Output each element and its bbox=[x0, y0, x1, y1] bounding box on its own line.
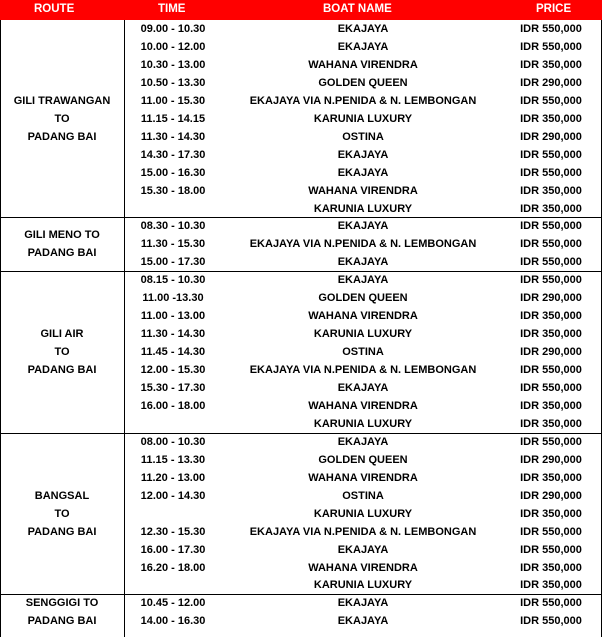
price-cell: IDR 550,000 bbox=[520, 23, 582, 35]
time-cell: 16.00 - 17.30 bbox=[140, 543, 206, 556]
table-row bbox=[0, 541, 602, 559]
price-cell: IDR 290,000 bbox=[520, 489, 582, 502]
boat-name-cell: EKAJAYA bbox=[337, 543, 389, 556]
table-row bbox=[0, 361, 602, 379]
boat-name-cell: WAHANA VIRENDRA bbox=[308, 184, 418, 197]
price-cell: IDR 350,000 bbox=[520, 58, 582, 71]
time-cell: 11.30 - 14.30 bbox=[140, 328, 206, 341]
time-cell: 15.00 - 16.30 bbox=[140, 166, 206, 179]
table-row bbox=[0, 235, 602, 253]
time-cell: 14.00 - 16.30 bbox=[140, 615, 206, 628]
boat-name-cell: WAHANA VIRENDRA bbox=[308, 310, 418, 323]
time-cell: 11.00 - 13.00 bbox=[140, 310, 206, 323]
boat-name-cell: EKAJAYA bbox=[337, 166, 389, 179]
table-row bbox=[0, 576, 602, 594]
time-cell: 10.30 - 13.00 bbox=[140, 58, 206, 71]
price-cell: IDR 550,000 bbox=[520, 435, 582, 448]
table-row bbox=[0, 253, 602, 271]
time-cell: 11.00 -13.30 bbox=[142, 292, 204, 305]
boat-name-cell: KARUNIA LUXURY bbox=[313, 202, 413, 215]
table-row bbox=[0, 182, 602, 200]
table-row bbox=[0, 559, 602, 577]
table-row bbox=[0, 200, 602, 218]
boat-name-cell: GOLDEN QUEEN bbox=[318, 76, 408, 89]
table-row bbox=[0, 146, 602, 164]
time-cell: 09.00 - 10.30 bbox=[140, 23, 206, 35]
price-cell: IDR 350,000 bbox=[520, 417, 582, 430]
route-line: BANGSAL bbox=[34, 489, 90, 502]
table-border bbox=[0, 20, 1, 637]
time-cell: 15.30 - 17.30 bbox=[140, 382, 206, 394]
route-line: SENGGIGI TO bbox=[25, 597, 99, 610]
route-line: GILI MENO TO bbox=[24, 229, 100, 242]
table-row bbox=[0, 164, 602, 182]
time-cell: 14.30 - 17.30 bbox=[140, 148, 206, 161]
boat-name-cell: EKAJAYA bbox=[337, 23, 389, 35]
route-line: PADANG BAI bbox=[27, 247, 97, 260]
price-cell: IDR 550,000 bbox=[520, 238, 582, 251]
time-cell: 12.00 - 14.30 bbox=[140, 489, 206, 502]
route-line: PADANG BAI bbox=[27, 130, 97, 143]
route-column-border bbox=[124, 20, 125, 637]
boat-name-cell: EKAJAYA bbox=[337, 435, 389, 448]
time-cell: 12.30 - 15.30 bbox=[140, 525, 206, 538]
price-cell: IDR 550,000 bbox=[520, 525, 582, 538]
time-cell: 10.00 - 12.00 bbox=[140, 40, 206, 53]
header-boat-name: BOAT NAME bbox=[323, 3, 392, 15]
boat-name-cell: EKAJAYA VIA N.PENIDA & N. LEMBONGAN bbox=[249, 238, 477, 251]
table-row bbox=[0, 523, 602, 541]
route-line: GILI AIR bbox=[40, 328, 84, 341]
header-price: PRICE bbox=[536, 3, 572, 15]
boat-name-cell: OSTINA bbox=[342, 489, 384, 502]
price-cell: IDR 350,000 bbox=[520, 202, 582, 215]
price-cell: IDR 290,000 bbox=[520, 453, 582, 466]
price-cell: IDR 350,000 bbox=[520, 561, 582, 574]
table-row bbox=[0, 505, 602, 523]
time-cell: 11.30 - 15.30 bbox=[140, 238, 206, 251]
price-cell: IDR 350,000 bbox=[520, 579, 582, 592]
time-cell: 15.00 - 17.30 bbox=[140, 256, 206, 269]
price-cell: IDR 550,000 bbox=[520, 382, 582, 394]
time-cell: 10.45 - 12.00 bbox=[140, 597, 206, 610]
boat-name-cell: GOLDEN QUEEN bbox=[318, 292, 408, 305]
table-row bbox=[0, 397, 602, 415]
price-cell: IDR 550,000 bbox=[520, 148, 582, 161]
table-row bbox=[0, 594, 602, 612]
table-row bbox=[0, 289, 602, 307]
route-line: TO bbox=[54, 507, 70, 520]
price-cell: IDR 350,000 bbox=[520, 471, 582, 484]
table-header bbox=[0, 0, 602, 20]
price-cell: IDR 350,000 bbox=[520, 184, 582, 197]
table-row bbox=[0, 38, 602, 56]
time-cell: 16.00 - 18.00 bbox=[140, 399, 206, 412]
table-row bbox=[0, 469, 602, 487]
boat-name-cell: EKAJAYA VIA N.PENIDA & N. LEMBONGAN bbox=[249, 525, 477, 538]
time-cell: 08.15 - 10.30 bbox=[140, 274, 206, 287]
table-row bbox=[0, 128, 602, 146]
table-row bbox=[0, 612, 602, 630]
table-row bbox=[0, 415, 602, 433]
boat-name-cell: OSTINA bbox=[342, 346, 384, 359]
route-line: PADANG BAI bbox=[27, 615, 97, 628]
price-cell: IDR 550,000 bbox=[520, 94, 582, 107]
table-row bbox=[0, 307, 602, 325]
boat-name-cell: KARUNIA LUXURY bbox=[313, 507, 413, 520]
time-cell: 11.45 - 14.30 bbox=[140, 346, 206, 359]
boat-name-cell: EKAJAYA bbox=[337, 220, 389, 233]
table-row bbox=[0, 487, 602, 505]
table-row bbox=[0, 379, 602, 397]
boat-name-cell: EKAJAYA bbox=[337, 382, 389, 394]
header-time: TIME bbox=[158, 3, 186, 15]
table-row bbox=[0, 451, 602, 469]
boat-name-cell: KARUNIA LUXURY bbox=[313, 417, 413, 430]
boat-name-cell: EKAJAYA VIA N.PENIDA & N. LEMBONGAN bbox=[249, 364, 477, 377]
price-cell: IDR 350,000 bbox=[520, 112, 582, 125]
route-line: GILI TRAWANGAN bbox=[13, 94, 111, 107]
table-row bbox=[0, 110, 602, 128]
boat-name-cell: EKAJAYA bbox=[337, 597, 389, 610]
time-cell: 11.15 - 14.15 bbox=[140, 112, 206, 125]
time-cell: 16.20 - 18.00 bbox=[140, 561, 206, 574]
boat-name-cell: WAHANA VIRENDRA bbox=[308, 399, 418, 412]
boat-name-cell: EKAJAYA bbox=[337, 40, 389, 53]
time-cell: 11.00 - 15.30 bbox=[140, 94, 206, 107]
boat-name-cell: KARUNIA LUXURY bbox=[313, 112, 413, 125]
price-cell: IDR 290,000 bbox=[520, 292, 582, 305]
price-cell: IDR 290,000 bbox=[520, 76, 582, 89]
boat-name-cell: WAHANA VIRENDRA bbox=[308, 471, 418, 484]
boat-name-cell: WAHANA VIRENDRA bbox=[308, 561, 418, 574]
price-cell: IDR 350,000 bbox=[520, 328, 582, 341]
boat-name-cell: WAHANA VIRENDRA bbox=[308, 58, 418, 71]
header-route: ROUTE bbox=[34, 3, 75, 15]
price-cell: IDR 350,000 bbox=[520, 507, 582, 520]
boat-name-cell: EKAJAYA bbox=[337, 274, 389, 287]
price-cell: IDR 550,000 bbox=[520, 543, 582, 556]
table-row bbox=[0, 217, 602, 235]
route-line: TO bbox=[54, 346, 70, 359]
boat-name-cell: EKAJAYA VIA N.PENIDA & N. LEMBONGAN bbox=[249, 94, 477, 107]
route-line: TO bbox=[54, 112, 70, 125]
time-cell: 11.15 - 13.30 bbox=[140, 453, 206, 466]
time-cell: 08.00 - 10.30 bbox=[140, 435, 206, 448]
table-row bbox=[0, 343, 602, 361]
price-cell: IDR 550,000 bbox=[520, 256, 582, 269]
price-cell: IDR 550,000 bbox=[520, 166, 582, 179]
time-cell: 11.30 - 14.30 bbox=[140, 130, 206, 143]
time-cell: 08.30 - 10.30 bbox=[140, 220, 206, 233]
price-cell: IDR 550,000 bbox=[520, 220, 582, 233]
table-row bbox=[0, 433, 602, 451]
price-cell: IDR 550,000 bbox=[520, 274, 582, 287]
price-cell: IDR 290,000 bbox=[520, 346, 582, 359]
boat-name-cell: EKAJAYA bbox=[337, 256, 389, 269]
boat-name-cell: GOLDEN QUEEN bbox=[318, 453, 408, 466]
boat-name-cell: EKAJAYA bbox=[337, 615, 389, 628]
route-line: PADANG BAI bbox=[27, 364, 97, 377]
time-cell: 11.20 - 13.00 bbox=[140, 471, 206, 484]
price-cell: IDR 290,000 bbox=[520, 130, 582, 143]
table-row bbox=[0, 74, 602, 92]
time-cell: 15.30 - 18.00 bbox=[140, 184, 206, 197]
price-cell: IDR 350,000 bbox=[520, 310, 582, 323]
price-cell: IDR 550,000 bbox=[520, 364, 582, 377]
price-cell: IDR 550,000 bbox=[520, 40, 582, 53]
table-row bbox=[0, 325, 602, 343]
time-cell: 12.00 - 15.30 bbox=[140, 364, 206, 377]
price-cell: IDR 350,000 bbox=[520, 399, 582, 412]
table-row bbox=[0, 56, 602, 74]
table-row bbox=[0, 92, 602, 110]
boat-name-cell: OSTINA bbox=[342, 130, 384, 143]
table-row bbox=[0, 20, 602, 38]
route-line: PADANG BAI bbox=[27, 525, 97, 538]
time-cell: 10.50 - 13.30 bbox=[140, 76, 206, 89]
table-row bbox=[0, 271, 602, 289]
boat-name-cell: KARUNIA LUXURY bbox=[313, 579, 413, 592]
price-cell: IDR 550,000 bbox=[520, 597, 582, 610]
price-cell: IDR 550,000 bbox=[520, 615, 582, 628]
boat-name-cell: KARUNIA LUXURY bbox=[313, 328, 413, 341]
boat-name-cell: EKAJAYA bbox=[337, 148, 389, 161]
